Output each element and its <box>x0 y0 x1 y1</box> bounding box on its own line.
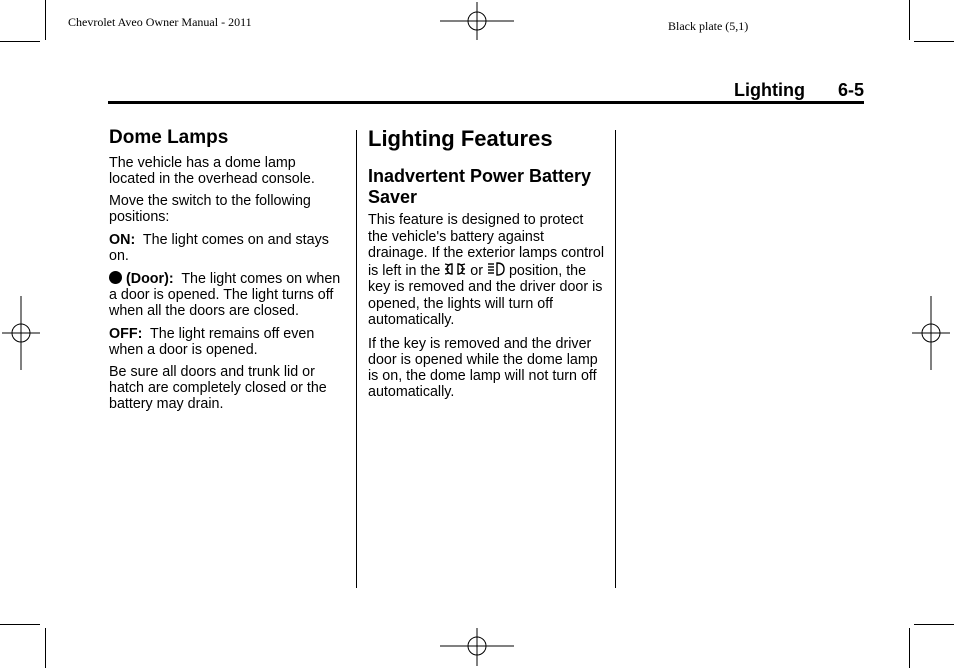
crop-mark-tr-h <box>914 41 954 42</box>
crop-mark-tl-v <box>45 0 46 40</box>
section-name: Lighting <box>734 80 805 100</box>
battery-saver-paragraph: This feature is designed to protect the vehicle's battery against drainage. If the exterior lamps control is left in the or position, the key is removed and the driver door is opened, the lights will turn off automatically. <box>368 212 605 328</box>
dome-lamp-door-icon <box>109 271 122 284</box>
headlamp-icon <box>487 262 505 276</box>
registration-mark-top <box>440 2 514 40</box>
on-description <box>109 232 341 264</box>
dome-lamps-heading: Dome Lamps <box>109 127 229 148</box>
paragraph: Be sure all doors and trunk lid or hatch are completely closed or the battery may drain. <box>109 364 327 412</box>
door-label: (Door): <box>125 271 174 287</box>
dome-lamp-paragraph: If the key is removed and the driver door is opened while the dome lamp is on, the dome lamp will not turn off automatically. <box>368 335 598 400</box>
middle-column <box>368 126 606 400</box>
crop-mark-tl-h <box>0 41 40 42</box>
crop-mark-tr-v <box>909 0 910 40</box>
registration-mark-left <box>2 296 40 370</box>
crop-mark-br-h <box>914 624 954 625</box>
registration-mark-bottom <box>440 628 514 666</box>
door-text: The light comes on when a door is opened. The light turns off when all the doors are closed. <box>109 271 341 319</box>
on-text: The light comes on and stays on. <box>109 232 329 264</box>
crop-mark-bl-v <box>45 628 46 668</box>
crop-mark-bl-h <box>0 624 40 625</box>
battery-saver-heading: Inadvertent Power Battery Saver <box>368 166 592 207</box>
on-label: ON: <box>109 232 136 248</box>
plate-label: Black plate (5,1) <box>668 19 749 33</box>
off-label: OFF: <box>109 326 143 342</box>
parking-lamp-icon <box>444 262 466 276</box>
registration-mark-right <box>912 296 950 370</box>
crop-mark-br-v <box>909 628 910 668</box>
page-number: 6-5 <box>838 80 865 100</box>
left-column <box>109 127 341 412</box>
door-description <box>109 271 341 319</box>
paragraph: The vehicle has a dome lamp located in the overhead console. <box>109 155 315 187</box>
manual-title: Chevrolet Aveo Owner Manual - 2011 <box>68 15 252 29</box>
column-divider-1 <box>356 130 357 588</box>
header-rule <box>108 101 864 104</box>
off-text: The light remains off even when a door is opened. <box>109 326 315 358</box>
column-divider-2 <box>615 130 616 588</box>
paragraph: Move the switch to the following positions: <box>109 193 311 225</box>
off-description <box>109 326 341 358</box>
running-header <box>734 80 864 101</box>
lighting-features-heading: Lighting Features <box>368 126 553 151</box>
